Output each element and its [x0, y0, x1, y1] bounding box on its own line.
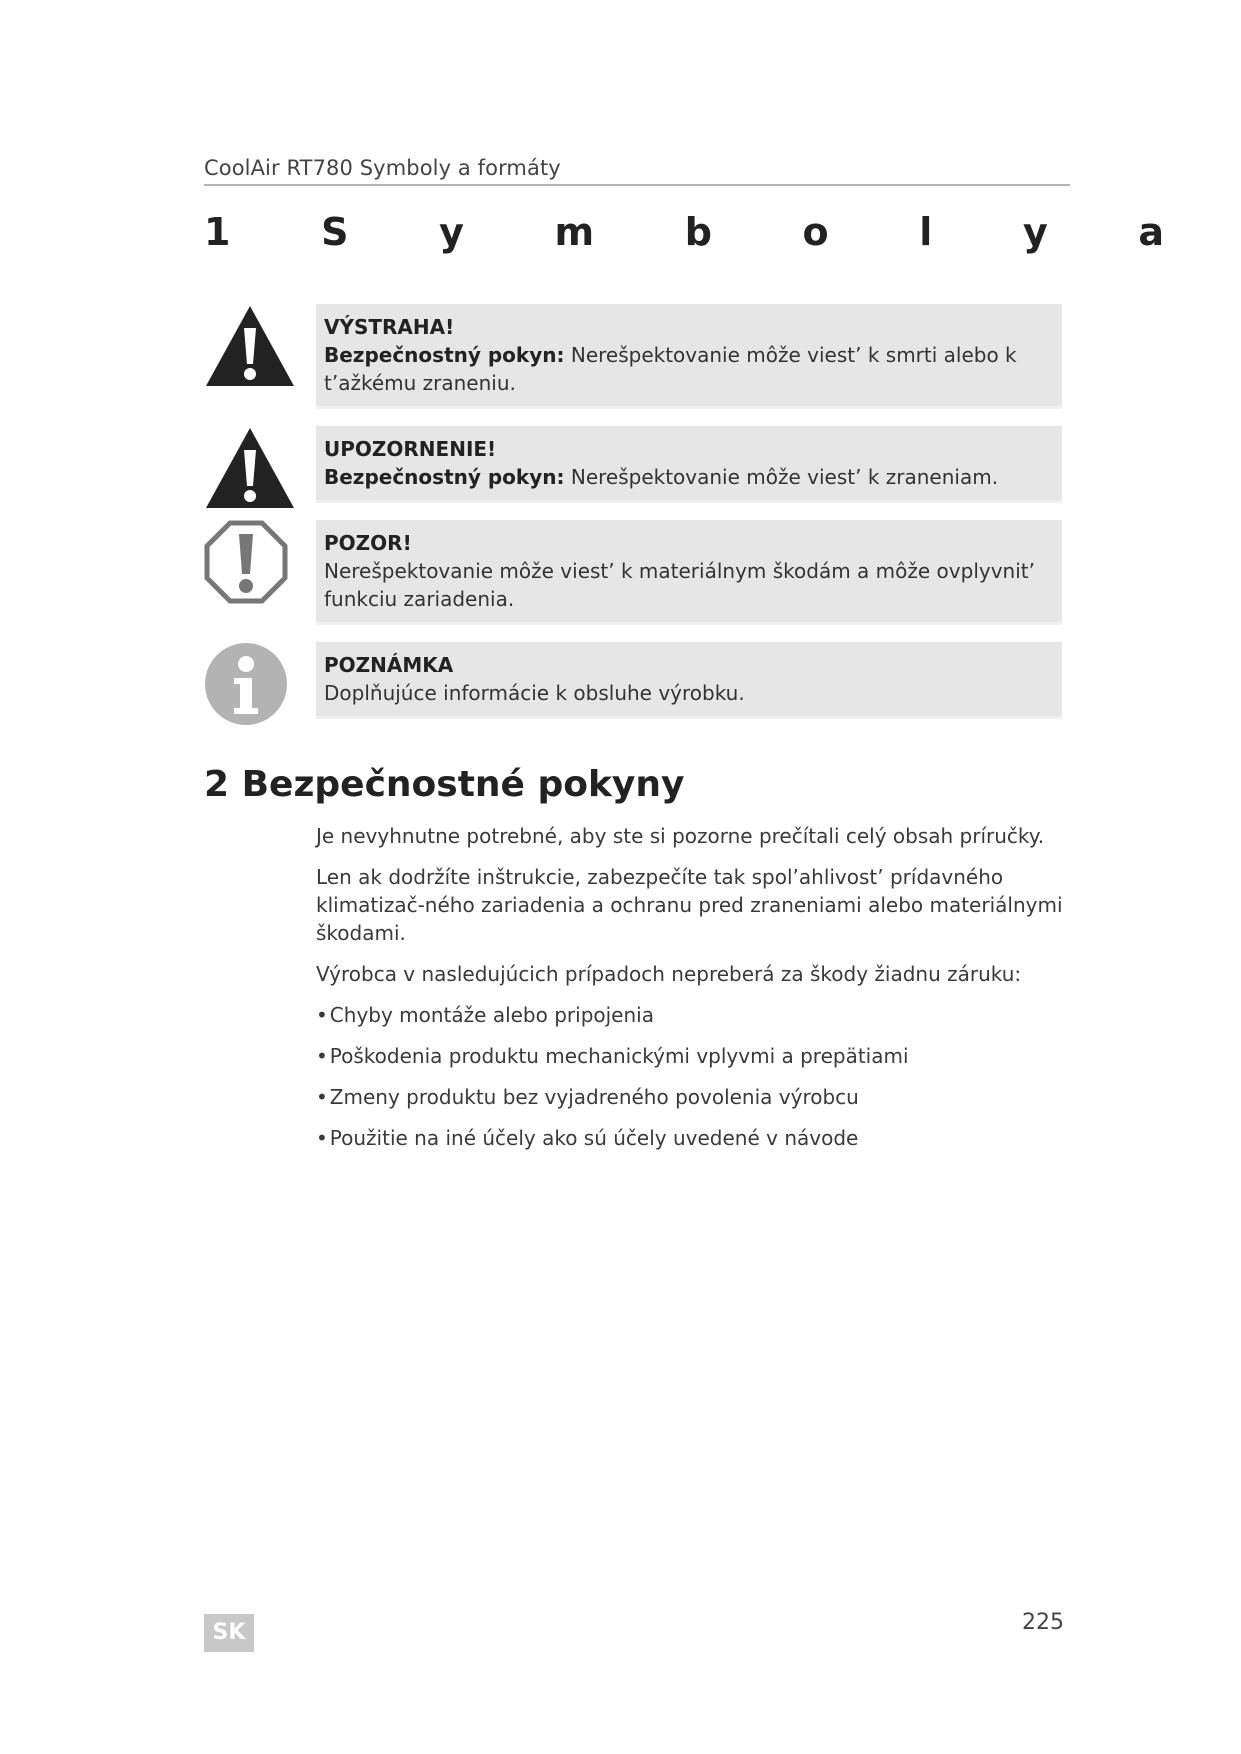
- attention-octagon-icon: [204, 520, 296, 608]
- info-circle-icon: [204, 642, 296, 730]
- notice-text: Nerešpektovanie môže viest’ k materiálnym škodám a môže ovplyvnit’ funkciu zariadenia.: [324, 559, 1035, 611]
- notice-text: Nerešpektovanie môže viest’ k zraneniam.: [564, 465, 999, 489]
- liability-list: [316, 1001, 1066, 1152]
- title-letter: m: [554, 210, 595, 254]
- language-badge: SK: [204, 1614, 254, 1652]
- warning-triangle-icon: [204, 304, 296, 392]
- notice-title: VÝSTRAHA!: [324, 315, 455, 339]
- notice-label: Bezpečnostný pokyn:: [324, 465, 565, 489]
- notice-title: POZOR!: [324, 531, 412, 555]
- paragraph: Je nevyhnutne potrebné, aby ste si pozorne prečítali celý obsah príručky.: [316, 824, 1045, 848]
- notice-warning: [316, 304, 1062, 409]
- notice-label: Bezpečnostný pokyn:: [324, 343, 565, 367]
- list-item: • Poškodenia produktu mechanickými vplyvmi a prepätiami: [316, 1042, 1066, 1070]
- notice-title: POZNÁMKA: [324, 653, 454, 677]
- list-item: • Chyby montáže alebo pripojenia: [316, 1001, 1066, 1029]
- title-letter: y: [1022, 210, 1048, 254]
- title-letter: 1: [204, 210, 231, 254]
- title-letter: b: [684, 210, 712, 254]
- paragraph: Len ak dodržíte inštrukcie, zabezpečíte tak spol’ahlivost’ prídavného klimatizač-ného zariadenia a ochranu pred zraneniami alebo materiálnymi škodami.: [316, 865, 1063, 945]
- notice-text: Nerešpektovanie môže viest’ k smrti alebo k t’ažkému zraneniu.: [324, 343, 1017, 395]
- page-number: 225: [1022, 1610, 1064, 1635]
- notice-caution: [316, 426, 1062, 503]
- notice-attention: [316, 520, 1062, 625]
- notice-text: Doplňujúce informácie k obsluhe výrobku.: [324, 681, 745, 705]
- list-item: • Zmeny produktu bez vyjadreného povolenia výrobcu: [316, 1083, 1066, 1111]
- running-header: CoolAir RT780 Symboly a formáty: [204, 156, 561, 180]
- title-letter: S: [321, 210, 349, 254]
- notice-note: [316, 642, 1062, 719]
- section-2-body: [316, 822, 1066, 1165]
- list-item: • Použitie na iné účely ako sú účely uvedené v návode: [316, 1124, 1066, 1152]
- section-1-title: [204, 210, 1164, 254]
- section-2-heading: 2 Bezpečnostné pokyny: [204, 764, 685, 805]
- paragraph: Výrobca v nasledujúcich prípadoch nepreberá za škody žiadnu záruku:: [316, 962, 1022, 986]
- title-letter: o: [802, 210, 829, 254]
- header-rule: [204, 184, 1070, 186]
- title-letter: y: [439, 210, 464, 254]
- title-letter: a: [1138, 210, 1164, 254]
- caution-triangle-icon: [204, 426, 296, 514]
- title-letter: l: [919, 210, 933, 254]
- notice-title: UPOZORNENIE!: [324, 437, 497, 461]
